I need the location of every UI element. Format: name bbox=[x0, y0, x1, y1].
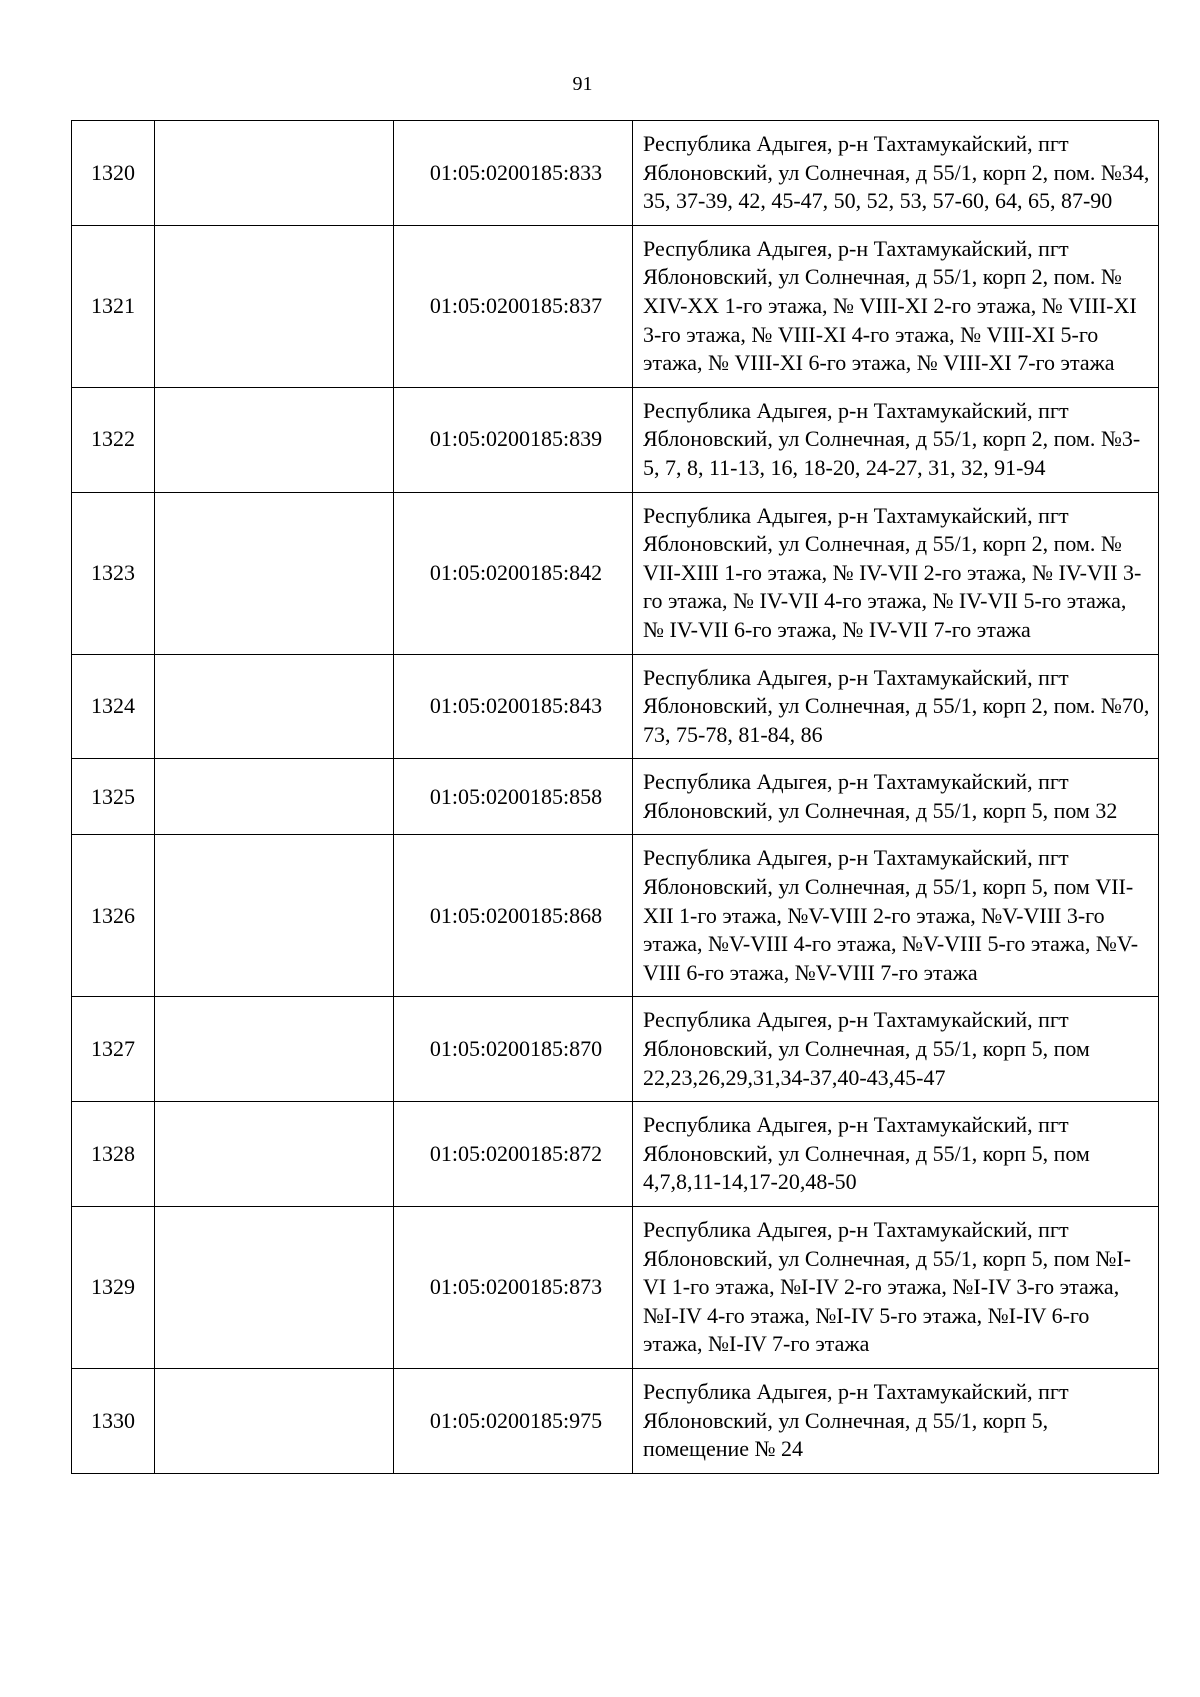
empty-cell bbox=[155, 1102, 394, 1207]
empty-cell bbox=[155, 654, 394, 759]
address-cell: Республика Адыгея, р-н Тахтамукайский, пгт Яблоновский, ул Солнечная, д 55/1, корп 2, пом. № XIV-XX 1-го этажа, № VIII-XI 2-го этажа, № VIII-XI 3-го этажа, № VIII-XI 4-го этажа, № VIII-XI 5-го этажа, № VIII-XI 6-го этажа, № VIII-XI 7-го этажа bbox=[633, 225, 1159, 387]
row-number-cell: 1322 bbox=[72, 387, 155, 492]
empty-cell bbox=[155, 1368, 394, 1473]
row-number-cell: 1323 bbox=[72, 492, 155, 654]
table-row bbox=[72, 121, 1159, 226]
row-number-cell: 1329 bbox=[72, 1207, 155, 1369]
row-number-cell: 1328 bbox=[72, 1102, 155, 1207]
table-row bbox=[72, 1207, 1159, 1369]
empty-cell bbox=[155, 121, 394, 226]
empty-cell bbox=[155, 997, 394, 1102]
address-cell: Республика Адыгея, р-н Тахтамукайский, пгт Яблоновский, ул Солнечная, д 55/1, корп 5, пом №I-VI 1-го этажа, №I-IV 2-го этажа, №I-IV 3-го этажа, №I-IV 4-го этажа, №I-IV 5-го этажа, №I-IV 6-го этажа, №I-IV 7-го этажа bbox=[633, 1207, 1159, 1369]
page-number: 91 bbox=[572, 73, 593, 95]
address-cell: Республика Адыгея, р-н Тахтамукайский, пгт Яблоновский, ул Солнечная, д 55/1, корп 5, пом 32 bbox=[633, 759, 1159, 835]
row-number-cell: 1321 bbox=[72, 225, 155, 387]
cadastral-number-cell: 01:05:0200185:833 bbox=[394, 121, 633, 226]
cadastral-number-cell: 01:05:0200185:858 bbox=[394, 759, 633, 835]
address-cell: Республика Адыгея, р-н Тахтамукайский, пгт Яблоновский, ул Солнечная, д 55/1, корп 5, пом 4,7,8,11-14,17-20,48-50 bbox=[633, 1102, 1159, 1207]
empty-cell bbox=[155, 225, 394, 387]
table-row bbox=[72, 492, 1159, 654]
empty-cell bbox=[155, 759, 394, 835]
cadastral-number-cell: 01:05:0200185:842 bbox=[394, 492, 633, 654]
address-cell: Республика Адыгея, р-н Тахтамукайский, пгт Яблоновский, ул Солнечная, д 55/1, корп 5, пом VII-XII 1-го этажа, №V-VIII 2-го этажа, №V-VIII 3-го этажа, №V-VIII 4-го этажа, №V-VIII 5-го этажа, №V-VIII 6-го этажа, №V-VIII 7-го этажа bbox=[633, 835, 1159, 997]
row-number-cell: 1324 bbox=[72, 654, 155, 759]
cadastral-number-cell: 01:05:0200185:868 bbox=[394, 835, 633, 997]
cadastral-number-cell: 01:05:0200185:975 bbox=[394, 1368, 633, 1473]
table-row bbox=[72, 225, 1159, 387]
address-cell: Республика Адыгея, р-н Тахтамукайский, пгт Яблоновский, ул Солнечная, д 55/1, корп 2, пом. № VII-XIII 1-го этажа, № IV-VII 2-го этажа, № IV-VII 3-го этажа, № IV-VII 4-го этажа, № IV-VII 5-го этажа, № IV-VII 6-го этажа, № IV-VII 7-го этажа bbox=[633, 492, 1159, 654]
table-row bbox=[72, 1368, 1159, 1473]
address-cell: Республика Адыгея, р-н Тахтамукайский, пгт Яблоновский, ул Солнечная, д 55/1, корп 5, пом 22,23,26,29,31,34-37,40-43,45-47 bbox=[633, 997, 1159, 1102]
address-cell: Республика Адыгея, р-н Тахтамукайский, пгт Яблоновский, ул Солнечная, д 55/1, корп 2, пом. №34, 35, 37-39, 42, 45-47, 50, 52, 53, 57-60, 64, 65, 87-90 bbox=[633, 121, 1159, 226]
property-table-body bbox=[72, 121, 1159, 1474]
address-cell: Республика Адыгея, р-н Тахтамукайский, пгт Яблоновский, ул Солнечная, д 55/1, корп 2, пом. №3-5, 7, 8, 11-13, 16, 18-20, 24-27, 31, 32, 91-94 bbox=[633, 387, 1159, 492]
cadastral-number-cell: 01:05:0200185:872 bbox=[394, 1102, 633, 1207]
address-cell: Республика Адыгея, р-н Тахтамукайский, пгт Яблоновский, ул Солнечная, д 55/1, корп 2, пом. №70, 73, 75-78, 81-84, 86 bbox=[633, 654, 1159, 759]
row-number-cell: 1326 bbox=[72, 835, 155, 997]
address-cell: Республика Адыгея, р-н Тахтамукайский, пгт Яблоновский, ул Солнечная, д 55/1, корп 5, помещение № 24 bbox=[633, 1368, 1159, 1473]
cadastral-number-cell: 01:05:0200185:870 bbox=[394, 997, 633, 1102]
table-row bbox=[72, 759, 1159, 835]
empty-cell bbox=[155, 492, 394, 654]
table-row bbox=[72, 1102, 1159, 1207]
row-number-cell: 1325 bbox=[72, 759, 155, 835]
table-row bbox=[72, 387, 1159, 492]
empty-cell bbox=[155, 835, 394, 997]
table-row bbox=[72, 835, 1159, 997]
property-table bbox=[71, 120, 1159, 1474]
cadastral-number-cell: 01:05:0200185:839 bbox=[394, 387, 633, 492]
row-number-cell: 1327 bbox=[72, 997, 155, 1102]
cadastral-number-cell: 01:05:0200185:837 bbox=[394, 225, 633, 387]
empty-cell bbox=[155, 387, 394, 492]
row-number-cell: 1330 bbox=[72, 1368, 155, 1473]
table-row bbox=[72, 997, 1159, 1102]
cadastral-number-cell: 01:05:0200185:873 bbox=[394, 1207, 633, 1369]
table-row bbox=[72, 654, 1159, 759]
row-number-cell: 1320 bbox=[72, 121, 155, 226]
cadastral-number-cell: 01:05:0200185:843 bbox=[394, 654, 633, 759]
empty-cell bbox=[155, 1207, 394, 1369]
